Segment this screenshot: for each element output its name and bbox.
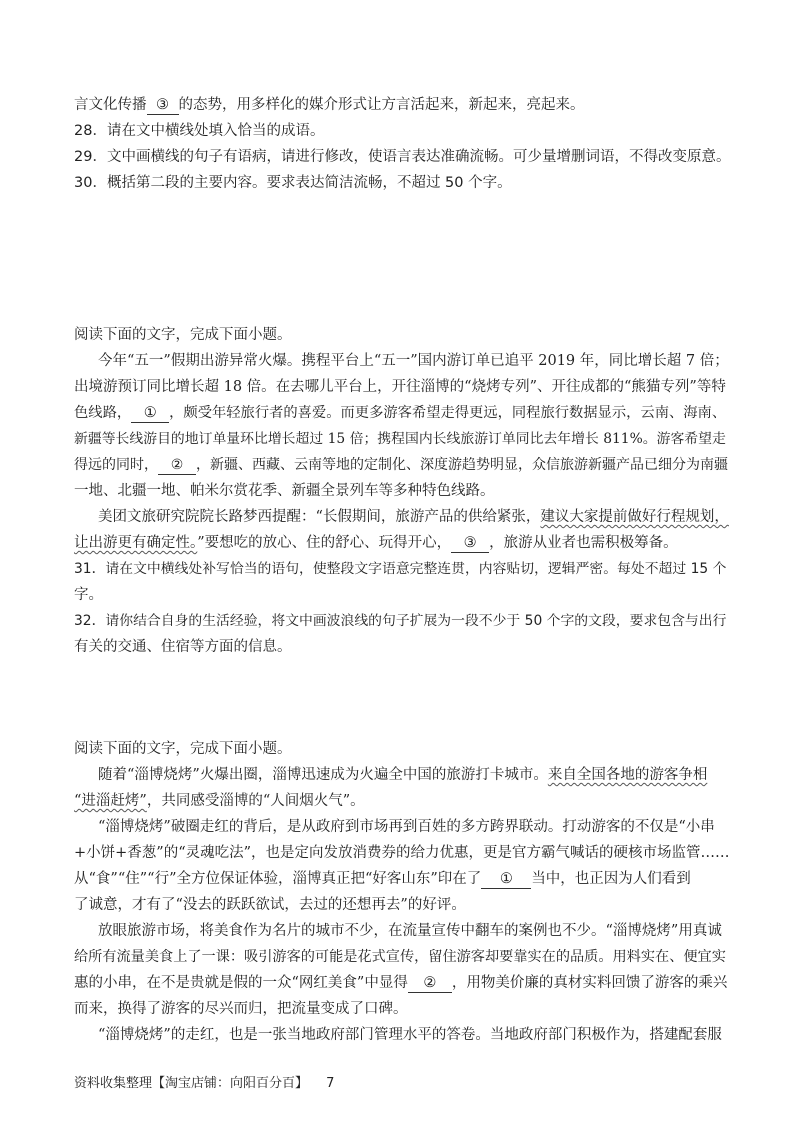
text-span: 美团文旅研究院院长路梦西提醒：“长假期间，旅游产品的供给紧张， (98, 509, 541, 525)
blank-label: ③ (463, 535, 477, 551)
text-line: 一地、北疆一地、帕米尔赏花季、新疆全景列车等多种特色线路。 (74, 483, 495, 499)
question-32-cont: 有关的交通、住宿等方面的信息。 (74, 639, 292, 655)
blank-label: ③ (156, 97, 169, 113)
text-line: 了诚意，才有了“没去的跃跃欲试，去过的还想再去”的好评。 (74, 897, 466, 913)
text-span: 得远的同时， (74, 457, 158, 473)
text-line: 而来，换得了游客的尽兴而归，把流量变成了口碑。 (74, 1001, 408, 1017)
text-line: “淄博烧烤”的走红，也是一张当地政府部门管理水平的答卷。当地政府部门积极作为，搭建配套服 (98, 1027, 722, 1043)
text-span: 随着“淄博烧烤”火爆出圈，淄博迅速成为火遍全中国的旅游打卡城市。 (98, 767, 548, 783)
text-line (74, 533, 730, 553)
text-span: 当中，也正因为人们看到 (531, 871, 691, 887)
question-32: 32．请你结合自身的生活经验，将文中画波浪线的句子扩展为一段不少于 50 个字的文段，要求包含与出行 (74, 613, 727, 629)
blank-2 (408, 974, 452, 993)
footer-source: 资料收集整理【淘宝店铺：向阳百分百】 (74, 1076, 309, 1091)
text-span: 从“食”“住”“行”全方位保证体验，淄博真正把“好客山东”印在了 (74, 871, 482, 887)
text-line (74, 455, 730, 475)
blank-label: ② (423, 975, 437, 991)
question-28: 28．请在文中横线处填入恰当的成语。 (74, 123, 325, 139)
question-29: 29．文中画横线的句子有语病，请进行修改，使语言表达准确流畅。可少量增删词语，不得改变原意。 (74, 149, 731, 165)
text-line: +小饼+香葱”的“灵魂吃法”，也是定向发放消费券的给力优惠，更是官方霸气喊话的硬核市场监管…… (74, 845, 730, 861)
blank-1 (481, 870, 531, 889)
text-span: ，新疆、西藏、云南等地的定制化、深度游趋势明显，众信旅游新疆产品已细分为南疆 (196, 457, 728, 473)
text-span: ，用物美价廉的真材实料回馈了游客的乘兴 (451, 975, 728, 991)
section-intro: 阅读下面的文字，完成下面小题。 (74, 741, 292, 757)
blank-3 (451, 534, 489, 553)
text-line: 放眼旅游市场，将美食作为名片的城市不少，在流量宣传中翻车的案例也不少。“淄博烧烤”用真诚 (98, 923, 722, 939)
blank-label: ① (143, 405, 157, 421)
text-line (74, 403, 730, 423)
blank-2 (158, 456, 196, 475)
text-line: “淄博烧烤”破圈走红的背后，是从政府到市场再到百姓的多方跨界联动。打动游客的不仅是“小串 (98, 819, 715, 835)
text-line (74, 973, 730, 993)
text-span: ，颇受年轻旅行者的喜爱。而更多游客希望走得更远，同程旅行数据显示，云南、海南、 (169, 405, 727, 421)
wavy-underlined-sentence: 让出游更有确定性。 (74, 535, 198, 551)
text-span: 惠的小串，在不是贵就是假的一众“网红美食”中显得 (74, 975, 408, 991)
text-span: ，旅游从业者也需积极筹备。 (489, 535, 678, 551)
text-span: ”要想吃的放心、住的舒心、玩得开心， (197, 535, 452, 551)
text-span: 的态势，用多样化的媒介形式让方言活起来，新起来，亮起来。 (178, 97, 585, 113)
blank-1 (131, 404, 169, 423)
text-line: 新疆等长线游目的地订单量环比增长超过 15 倍；携程国内长线旅游订单同比去年增长 811%。游客希望走 (74, 431, 726, 447)
wavy-underlined-sentence: 建议大家提前做好行程规划， (540, 509, 729, 525)
wavy-underlined-sentence: 来自全国各地的游客争相 (547, 767, 708, 783)
blank-3 (147, 96, 179, 115)
page-footer (74, 1075, 334, 1093)
text-line (74, 791, 730, 811)
question-31: 31．请在文中横线处补写恰当的语句，使整段文字语意完整连贯，内容贴切，逻辑严密。每处不超过 15 个 (74, 561, 727, 577)
text-line (98, 507, 730, 527)
question-30: 30．概括第二段的主要内容。要求表达简洁流畅，不超过 50 个字。 (74, 175, 512, 191)
blank-label: ② (170, 457, 184, 473)
wavy-underlined-sentence: “进淄赶烤” (74, 793, 147, 809)
section-intro: 阅读下面的文字，完成下面小题。 (74, 327, 292, 343)
text-line: 给所有流量美食上了一课：吸引游客的可能是花式宣传，留住游客却要靠实在的品质。用料实在、便宜实 (74, 949, 726, 965)
text-line (74, 95, 730, 115)
text-span: 色线路， (74, 405, 132, 421)
text-line (98, 765, 730, 785)
text-line (74, 869, 730, 889)
page-number: 7 (326, 1076, 335, 1091)
text-line: 出境游预订同比增长超 18 倍。在去哪儿平台上，开往淄博的“烧烤专列”、开往成都的“熊猫专列”等特 (74, 379, 726, 395)
text-span: 言文化传播 (74, 97, 147, 113)
text-span: ，共同感受淄博的“人间烟火气”。 (146, 793, 365, 809)
text-line: 今年“五一”假期出游异常火爆。携程平台上“五一”国内游订单已追平 2019 年，同比增长超 7 倍； (98, 353, 729, 369)
blank-label: ① (499, 871, 513, 887)
question-31-cont: 字。 (74, 587, 103, 603)
